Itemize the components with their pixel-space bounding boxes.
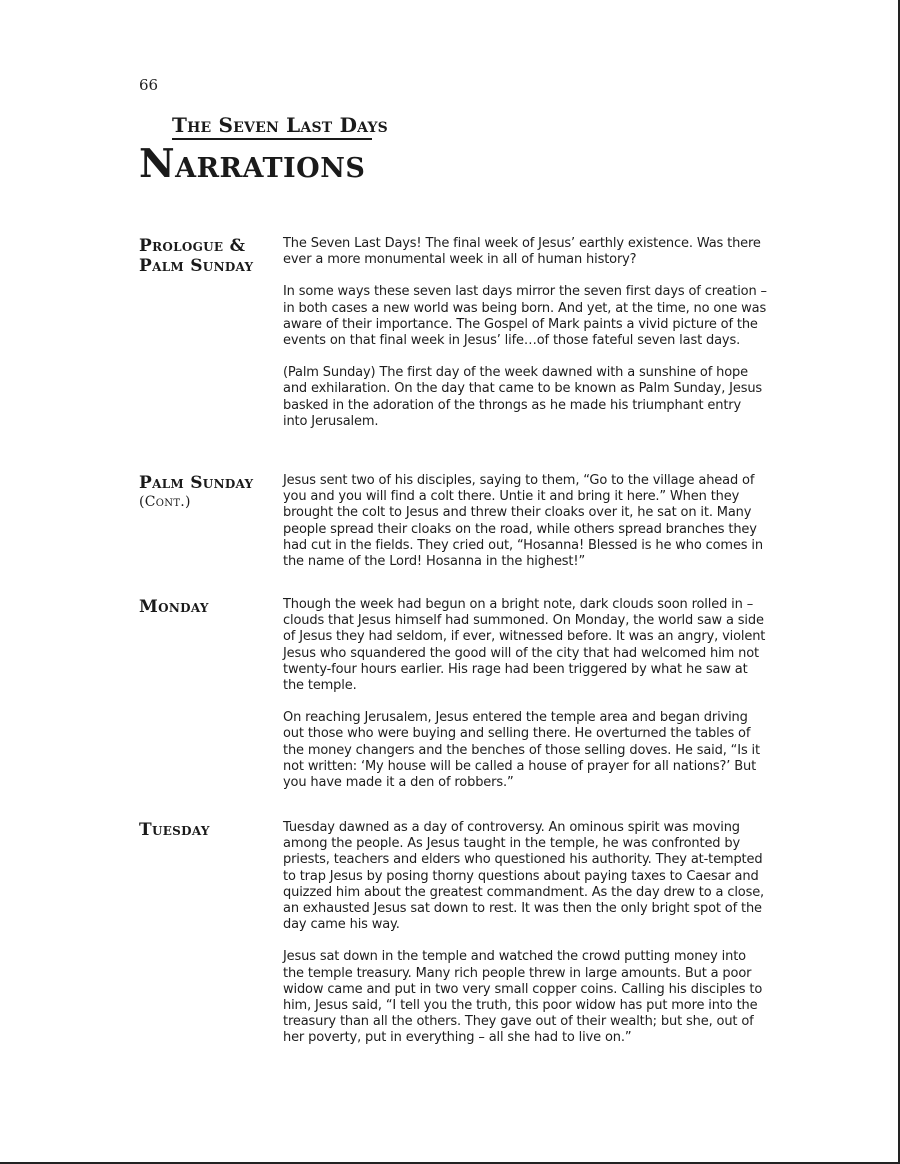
paragraph: The Seven Last Days! The final week of Jesus’ earthly existence. Was there ever a more monumental week in all of human history? bbox=[283, 236, 761, 268]
section-label-line1: Prologue & bbox=[139, 236, 246, 256]
page-title: Narrations bbox=[139, 141, 366, 187]
paragraph: On reaching Jerusalem, Jesus entered the temple area and began driving out those who were buying and selling there. He overturned the tables of the money changers and the benches of those selling doves. He said, “Is it not written: ‘My house will be called a house of prayer for all nations?’ But you have made it a den of robbers.” bbox=[283, 710, 760, 791]
subtitle-underline bbox=[172, 138, 372, 140]
section-label-cont: (Cont.) bbox=[139, 494, 191, 510]
section-label bbox=[139, 236, 274, 276]
section-label bbox=[139, 820, 274, 840]
section-label-line1: Tuesday bbox=[139, 820, 210, 840]
paragraph: Jesus sat down in the temple and watched the crowd putting money into the temple treasury. Many rich people threw in large amounts. But a poor widow came and put in two very small copper coins. Calling his disciples to him, Jesus said, “I tell you the truth, this poor widow has put more into the treasury than all the others. They gave out of their wealth; but she, out of her poverty, put in everything – all she had to live on.” bbox=[283, 949, 763, 1046]
paragraph: (Palm Sunday) The first day of the week dawned with a sunshine of hope and exhilaration. On the day that came to be known as Palm Sunday, Jesus basked in the adoration of the throngs as he made his triumphant entry into Jerusalem. bbox=[283, 365, 763, 429]
section-label bbox=[139, 473, 274, 511]
section-body bbox=[283, 820, 768, 1063]
section-label-line1: Monday bbox=[139, 597, 209, 617]
paragraph: In some ways these seven last days mirror the seven first days of creation – in both cases a new world was being born. And yet, at the time, no one was aware of their importance. The Gospel of Mark paints a vivid picture of the events on that final week in Jesus’ life…of those fateful seven last days. bbox=[283, 284, 767, 349]
page-number: 66 bbox=[139, 76, 159, 94]
section-label bbox=[139, 597, 274, 617]
section-label-line1: Palm Sunday bbox=[139, 473, 254, 493]
section-label-line2: Palm Sunday bbox=[139, 256, 254, 276]
book-subtitle: The Seven Last Days bbox=[172, 113, 388, 137]
section-body bbox=[283, 236, 768, 446]
page-header bbox=[139, 113, 388, 187]
section-body bbox=[283, 473, 768, 586]
paragraph: Tuesday dawned as a day of controversy. An ominous spirit was moving among the people. As Jesus taught in the temple, he was confronted by priests, teachers and elders who questioned his authority. They at-tempted to trap Jesus by posing thorny questions about paying taxes to Caesar and quizzed him about the greatest commandment. As the day drew to a close, an exhausted Jesus sat down to rest. It was then the only bright spot of the day came his way. bbox=[283, 820, 765, 933]
section-body bbox=[283, 597, 768, 807]
paragraph: Jesus sent two of his disciples, saying to them, “Go to the village ahead of you and you will find a colt there. Untie it and bring it here.” When they brought the colt to Jesus and threw their cloaks over it, he sat on it. Many people spread their cloaks on the road, while others spread branches they had cut in the fields. They cried out, “Hosanna! Blessed is he who comes in the name of the Lord! Hosanna in the highest!” bbox=[283, 473, 763, 570]
paragraph: Though the week had begun on a bright note, dark clouds soon rolled in – clouds that Jesus himself had summoned. On Monday, the world saw a side of Jesus they had seldom, if ever, witnessed before. It was an angry, violent Jesus who squandered the good will of the city that had welcomed him not twenty-four hours earlier. His rage had been triggered by what he saw at the temple. bbox=[283, 597, 766, 694]
